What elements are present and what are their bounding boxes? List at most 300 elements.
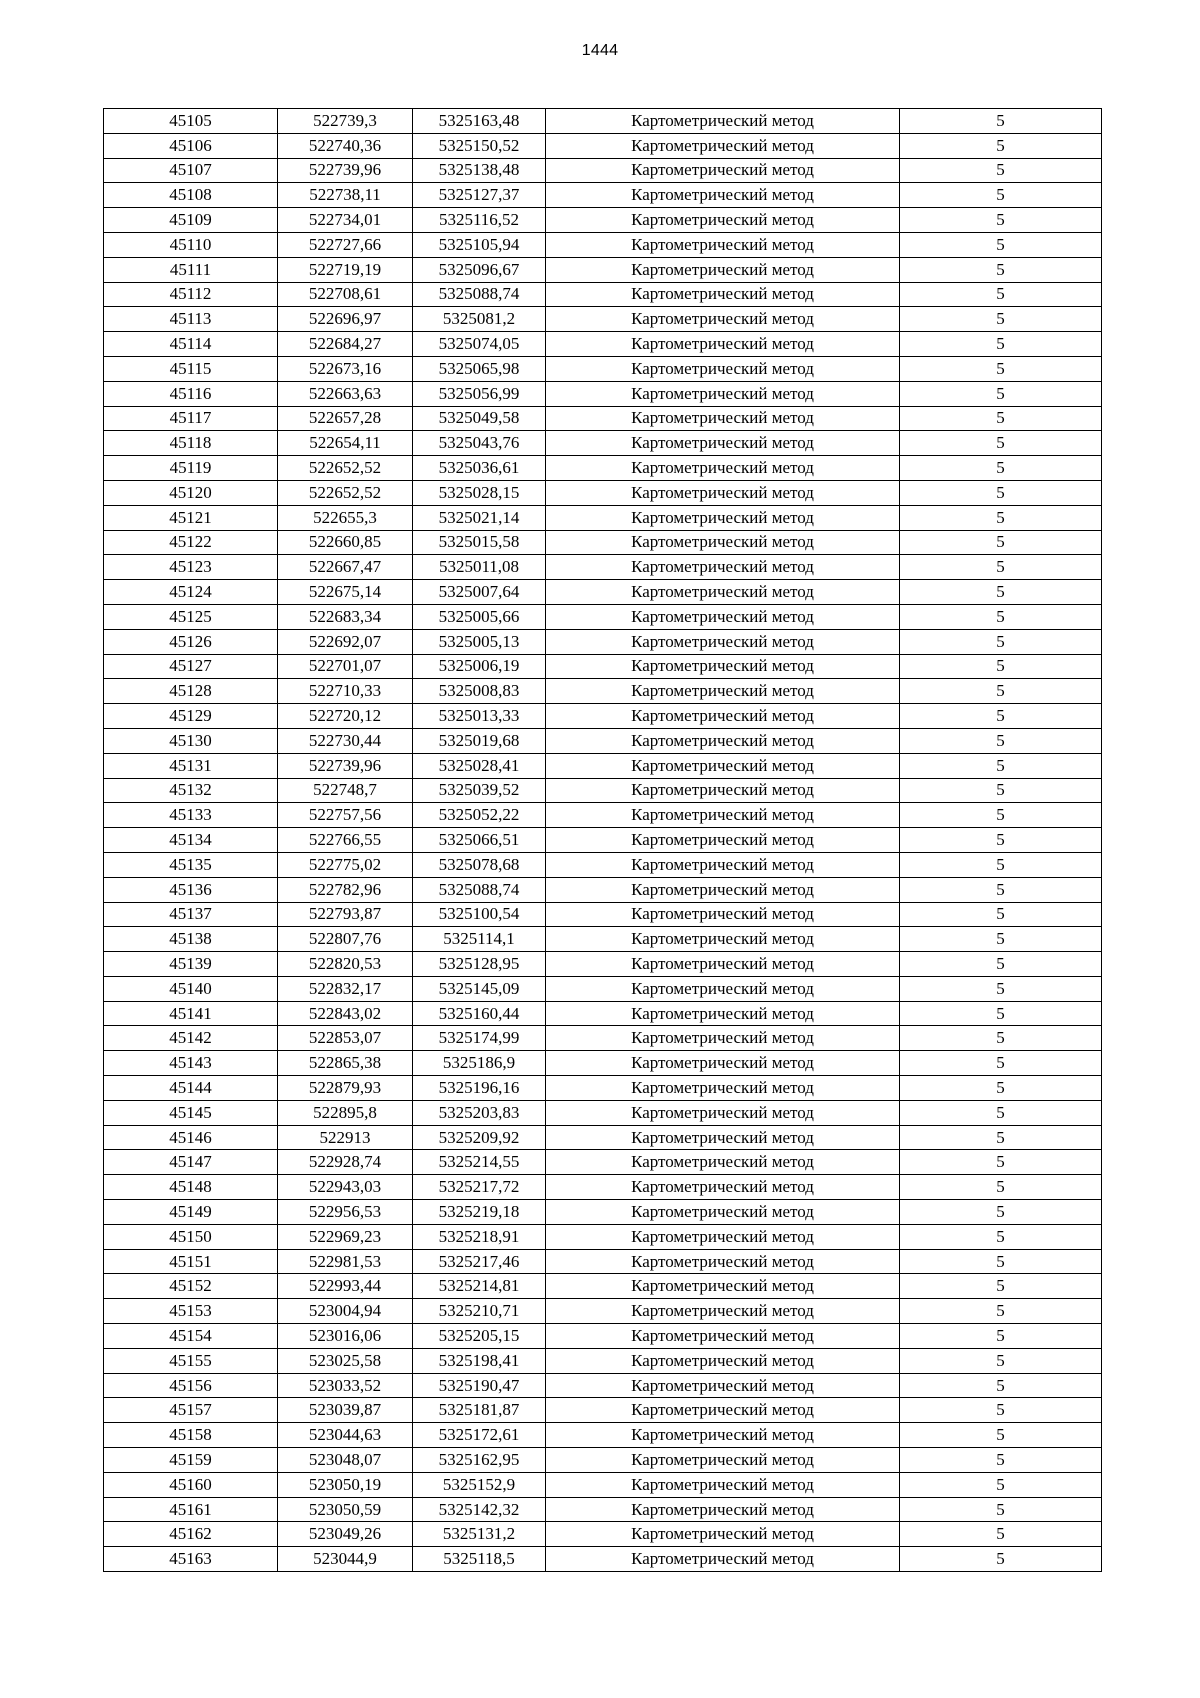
table-row <box>104 431 1102 456</box>
accuracy-cell: 5 <box>900 183 1102 208</box>
table-row <box>104 480 1102 505</box>
table-row <box>104 828 1102 853</box>
accuracy-cell: 5 <box>900 332 1102 357</box>
x-coordinate-cell: 522719,19 <box>278 257 413 282</box>
x-coordinate-cell: 522708,61 <box>278 282 413 307</box>
table-row <box>104 257 1102 282</box>
point-number-cell: 45155 <box>104 1348 278 1373</box>
y-coordinate-cell: 5325127,37 <box>413 183 546 208</box>
accuracy-cell: 5 <box>900 1224 1102 1249</box>
point-number-cell: 45157 <box>104 1398 278 1423</box>
x-coordinate-cell: 522710,33 <box>278 679 413 704</box>
point-number-cell: 45163 <box>104 1547 278 1572</box>
method-cell: Картометрический метод <box>546 852 900 877</box>
method-cell: Картометрический метод <box>546 1299 900 1324</box>
table-row <box>104 1175 1102 1200</box>
accuracy-cell: 5 <box>900 257 1102 282</box>
point-number-cell: 45112 <box>104 282 278 307</box>
table-row <box>104 1423 1102 1448</box>
method-cell: Картометрический метод <box>546 952 900 977</box>
point-number-cell: 45106 <box>104 133 278 158</box>
method-cell: Картометрический метод <box>546 1175 900 1200</box>
point-number-cell: 45110 <box>104 232 278 257</box>
x-coordinate-cell: 522652,52 <box>278 480 413 505</box>
x-coordinate-cell: 522738,11 <box>278 183 413 208</box>
point-number-cell: 45116 <box>104 381 278 406</box>
accuracy-cell: 5 <box>900 282 1102 307</box>
table-row <box>104 803 1102 828</box>
table-row <box>104 877 1102 902</box>
x-coordinate-cell: 522782,96 <box>278 877 413 902</box>
table-row <box>104 1547 1102 1572</box>
table-row <box>104 1472 1102 1497</box>
method-cell: Картометрический метод <box>546 1249 900 1274</box>
method-cell: Картометрический метод <box>546 629 900 654</box>
accuracy-cell: 5 <box>900 1373 1102 1398</box>
x-coordinate-cell: 523048,07 <box>278 1448 413 1473</box>
accuracy-cell: 5 <box>900 1448 1102 1473</box>
y-coordinate-cell: 5325128,95 <box>413 952 546 977</box>
table-row <box>104 654 1102 679</box>
page-number: 1444 <box>581 42 619 59</box>
y-coordinate-cell: 5325096,67 <box>413 257 546 282</box>
table-row <box>104 852 1102 877</box>
x-coordinate-cell: 522766,55 <box>278 828 413 853</box>
method-cell: Картометрический метод <box>546 704 900 729</box>
y-coordinate-cell: 5325214,81 <box>413 1274 546 1299</box>
point-number-cell: 45123 <box>104 555 278 580</box>
y-coordinate-cell: 5325163,48 <box>413 109 546 134</box>
y-coordinate-cell: 5325217,46 <box>413 1249 546 1274</box>
y-coordinate-cell: 5325196,16 <box>413 1076 546 1101</box>
table-row <box>104 1497 1102 1522</box>
y-coordinate-cell: 5325218,91 <box>413 1224 546 1249</box>
method-cell: Картометрический метод <box>546 1125 900 1150</box>
coordinates-table <box>103 108 1102 1572</box>
x-coordinate-cell: 523044,63 <box>278 1423 413 1448</box>
point-number-cell: 45145 <box>104 1100 278 1125</box>
method-cell: Картометрический метод <box>546 1497 900 1522</box>
accuracy-cell: 5 <box>900 406 1102 431</box>
accuracy-cell: 5 <box>900 1001 1102 1026</box>
y-coordinate-cell: 5325138,48 <box>413 158 546 183</box>
point-number-cell: 45156 <box>104 1373 278 1398</box>
point-number-cell: 45141 <box>104 1001 278 1026</box>
point-number-cell: 45133 <box>104 803 278 828</box>
x-coordinate-cell: 522739,96 <box>278 158 413 183</box>
point-number-cell: 45108 <box>104 183 278 208</box>
point-number-cell: 45121 <box>104 505 278 530</box>
y-coordinate-cell: 5325209,92 <box>413 1125 546 1150</box>
method-cell: Картометрический метод <box>546 232 900 257</box>
accuracy-cell: 5 <box>900 456 1102 481</box>
table-row <box>104 232 1102 257</box>
accuracy-cell: 5 <box>900 1076 1102 1101</box>
point-number-cell: 45124 <box>104 580 278 605</box>
table-row <box>104 679 1102 704</box>
x-coordinate-cell: 522820,53 <box>278 952 413 977</box>
method-cell: Картометрический метод <box>546 332 900 357</box>
x-coordinate-cell: 522727,66 <box>278 232 413 257</box>
point-number-cell: 45147 <box>104 1150 278 1175</box>
point-number-cell: 45118 <box>104 431 278 456</box>
y-coordinate-cell: 5325005,13 <box>413 629 546 654</box>
method-cell: Картометрический метод <box>546 1423 900 1448</box>
point-number-cell: 45117 <box>104 406 278 431</box>
table-row <box>104 728 1102 753</box>
y-coordinate-cell: 5325081,2 <box>413 307 546 332</box>
table-row <box>104 1324 1102 1349</box>
accuracy-cell: 5 <box>900 580 1102 605</box>
accuracy-cell: 5 <box>900 704 1102 729</box>
x-coordinate-cell: 522654,11 <box>278 431 413 456</box>
accuracy-cell: 5 <box>900 530 1102 555</box>
accuracy-cell: 5 <box>900 1026 1102 1051</box>
y-coordinate-cell: 5325007,64 <box>413 580 546 605</box>
accuracy-cell: 5 <box>900 1274 1102 1299</box>
x-coordinate-cell: 522652,52 <box>278 456 413 481</box>
method-cell: Картометрический метод <box>546 480 900 505</box>
point-number-cell: 45131 <box>104 753 278 778</box>
method-cell: Картометрический метод <box>546 728 900 753</box>
accuracy-cell: 5 <box>900 679 1102 704</box>
y-coordinate-cell: 5325028,41 <box>413 753 546 778</box>
x-coordinate-cell: 522969,23 <box>278 1224 413 1249</box>
accuracy-cell: 5 <box>900 828 1102 853</box>
x-coordinate-cell: 522730,44 <box>278 728 413 753</box>
y-coordinate-cell: 5325205,15 <box>413 1324 546 1349</box>
y-coordinate-cell: 5325219,18 <box>413 1200 546 1225</box>
point-number-cell: 45149 <box>104 1200 278 1225</box>
method-cell: Картометрический метод <box>546 902 900 927</box>
method-cell: Картометрический метод <box>546 505 900 530</box>
accuracy-cell: 5 <box>900 778 1102 803</box>
y-coordinate-cell: 5325172,61 <box>413 1423 546 1448</box>
y-coordinate-cell: 5325131,2 <box>413 1522 546 1547</box>
y-coordinate-cell: 5325074,05 <box>413 332 546 357</box>
accuracy-cell: 5 <box>900 1423 1102 1448</box>
point-number-cell: 45134 <box>104 828 278 853</box>
method-cell: Картометрический метод <box>546 828 900 853</box>
x-coordinate-cell: 522865,38 <box>278 1051 413 1076</box>
accuracy-cell: 5 <box>900 976 1102 1001</box>
point-number-cell: 45140 <box>104 976 278 1001</box>
method-cell: Картометрический метод <box>546 1150 900 1175</box>
method-cell: Картометрический метод <box>546 356 900 381</box>
accuracy-cell: 5 <box>900 604 1102 629</box>
method-cell: Картометрический метод <box>546 1472 900 1497</box>
y-coordinate-cell: 5325210,71 <box>413 1299 546 1324</box>
accuracy-cell: 5 <box>900 208 1102 233</box>
point-number-cell: 45125 <box>104 604 278 629</box>
accuracy-cell: 5 <box>900 1522 1102 1547</box>
x-coordinate-cell: 522673,16 <box>278 356 413 381</box>
y-coordinate-cell: 5325181,87 <box>413 1398 546 1423</box>
x-coordinate-cell: 522757,56 <box>278 803 413 828</box>
method-cell: Картометрический метод <box>546 1522 900 1547</box>
y-coordinate-cell: 5325105,94 <box>413 232 546 257</box>
table-row <box>104 1200 1102 1225</box>
method-cell: Картометрический метод <box>546 654 900 679</box>
table-row <box>104 381 1102 406</box>
table-row <box>104 704 1102 729</box>
x-coordinate-cell: 522734,01 <box>278 208 413 233</box>
y-coordinate-cell: 5325019,68 <box>413 728 546 753</box>
x-coordinate-cell: 523016,06 <box>278 1324 413 1349</box>
y-coordinate-cell: 5325008,83 <box>413 679 546 704</box>
method-cell: Картометрический метод <box>546 406 900 431</box>
point-number-cell: 45144 <box>104 1076 278 1101</box>
table-row <box>104 629 1102 654</box>
table-row <box>104 1100 1102 1125</box>
y-coordinate-cell: 5325056,99 <box>413 381 546 406</box>
y-coordinate-cell: 5325186,9 <box>413 1051 546 1076</box>
x-coordinate-cell: 522675,14 <box>278 580 413 605</box>
method-cell: Картометрический метод <box>546 257 900 282</box>
point-number-cell: 45109 <box>104 208 278 233</box>
table-row <box>104 456 1102 481</box>
x-coordinate-cell: 522660,85 <box>278 530 413 555</box>
point-number-cell: 45119 <box>104 456 278 481</box>
table-row <box>104 208 1102 233</box>
point-number-cell: 45137 <box>104 902 278 927</box>
method-cell: Картометрический метод <box>546 1224 900 1249</box>
method-cell: Картометрический метод <box>546 431 900 456</box>
table-row <box>104 1249 1102 1274</box>
point-number-cell: 45107 <box>104 158 278 183</box>
x-coordinate-cell: 522655,3 <box>278 505 413 530</box>
accuracy-cell: 5 <box>900 1472 1102 1497</box>
y-coordinate-cell: 5325066,51 <box>413 828 546 853</box>
x-coordinate-cell: 522913 <box>278 1125 413 1150</box>
y-coordinate-cell: 5325114,1 <box>413 927 546 952</box>
accuracy-cell: 5 <box>900 927 1102 952</box>
y-coordinate-cell: 5325142,32 <box>413 1497 546 1522</box>
point-number-cell: 45129 <box>104 704 278 729</box>
x-coordinate-cell: 523025,58 <box>278 1348 413 1373</box>
x-coordinate-cell: 523033,52 <box>278 1373 413 1398</box>
method-cell: Картометрический метод <box>546 803 900 828</box>
method-cell: Картометрический метод <box>546 530 900 555</box>
y-coordinate-cell: 5325100,54 <box>413 902 546 927</box>
table-row <box>104 1001 1102 1026</box>
point-number-cell: 45159 <box>104 1448 278 1473</box>
x-coordinate-cell: 523050,59 <box>278 1497 413 1522</box>
table-row <box>104 580 1102 605</box>
x-coordinate-cell: 522748,7 <box>278 778 413 803</box>
method-cell: Картометрический метод <box>546 604 900 629</box>
x-coordinate-cell: 522667,47 <box>278 555 413 580</box>
accuracy-cell: 5 <box>900 1547 1102 1572</box>
table-row <box>104 183 1102 208</box>
x-coordinate-cell: 523039,87 <box>278 1398 413 1423</box>
accuracy-cell: 5 <box>900 902 1102 927</box>
accuracy-cell: 5 <box>900 1324 1102 1349</box>
method-cell: Картометрический метод <box>546 1398 900 1423</box>
table-row <box>104 952 1102 977</box>
method-cell: Картометрический метод <box>546 1001 900 1026</box>
point-number-cell: 45158 <box>104 1423 278 1448</box>
x-coordinate-cell: 522832,17 <box>278 976 413 1001</box>
point-number-cell: 45152 <box>104 1274 278 1299</box>
x-coordinate-cell: 522943,03 <box>278 1175 413 1200</box>
y-coordinate-cell: 5325203,83 <box>413 1100 546 1125</box>
x-coordinate-cell: 522879,93 <box>278 1076 413 1101</box>
method-cell: Картометрический метод <box>546 158 900 183</box>
point-number-cell: 45126 <box>104 629 278 654</box>
method-cell: Картометрический метод <box>546 208 900 233</box>
table-row <box>104 1448 1102 1473</box>
method-cell: Картометрический метод <box>546 1100 900 1125</box>
accuracy-cell: 5 <box>900 356 1102 381</box>
accuracy-cell: 5 <box>900 952 1102 977</box>
accuracy-cell: 5 <box>900 1348 1102 1373</box>
point-number-cell: 45105 <box>104 109 278 134</box>
table-body <box>104 109 1102 1572</box>
x-coordinate-cell: 522928,74 <box>278 1150 413 1175</box>
method-cell: Картометрический метод <box>546 307 900 332</box>
method-cell: Картометрический метод <box>546 877 900 902</box>
method-cell: Картометрический метод <box>546 1076 900 1101</box>
x-coordinate-cell: 522740,36 <box>278 133 413 158</box>
method-cell: Картометрический метод <box>546 183 900 208</box>
y-coordinate-cell: 5325152,9 <box>413 1472 546 1497</box>
point-number-cell: 45153 <box>104 1299 278 1324</box>
point-number-cell: 45162 <box>104 1522 278 1547</box>
accuracy-cell: 5 <box>900 728 1102 753</box>
accuracy-cell: 5 <box>900 1200 1102 1225</box>
point-number-cell: 45132 <box>104 778 278 803</box>
point-number-cell: 45143 <box>104 1051 278 1076</box>
table-row <box>104 1125 1102 1150</box>
table-row <box>104 604 1102 629</box>
point-number-cell: 45150 <box>104 1224 278 1249</box>
accuracy-cell: 5 <box>900 505 1102 530</box>
point-number-cell: 45113 <box>104 307 278 332</box>
x-coordinate-cell: 523044,9 <box>278 1547 413 1572</box>
point-number-cell: 45135 <box>104 852 278 877</box>
accuracy-cell: 5 <box>900 381 1102 406</box>
method-cell: Картометрический метод <box>546 1200 900 1225</box>
method-cell: Картометрический метод <box>546 1026 900 1051</box>
table-row <box>104 753 1102 778</box>
table-row <box>104 109 1102 134</box>
x-coordinate-cell: 522775,02 <box>278 852 413 877</box>
method-cell: Картометрический метод <box>546 1324 900 1349</box>
y-coordinate-cell: 5325078,68 <box>413 852 546 877</box>
y-coordinate-cell: 5325052,22 <box>413 803 546 828</box>
y-coordinate-cell: 5325011,08 <box>413 555 546 580</box>
accuracy-cell: 5 <box>900 109 1102 134</box>
point-number-cell: 45128 <box>104 679 278 704</box>
accuracy-cell: 5 <box>900 852 1102 877</box>
table-row <box>104 406 1102 431</box>
x-coordinate-cell: 522720,12 <box>278 704 413 729</box>
table-row <box>104 1373 1102 1398</box>
table-row <box>104 1051 1102 1076</box>
table-row <box>104 555 1102 580</box>
accuracy-cell: 5 <box>900 232 1102 257</box>
method-cell: Картометрический метод <box>546 679 900 704</box>
x-coordinate-cell: 522739,96 <box>278 753 413 778</box>
table-row <box>104 1522 1102 1547</box>
accuracy-cell: 5 <box>900 803 1102 828</box>
table-row <box>104 1026 1102 1051</box>
y-coordinate-cell: 5325190,47 <box>413 1373 546 1398</box>
method-cell: Картометрический метод <box>546 778 900 803</box>
y-coordinate-cell: 5325013,33 <box>413 704 546 729</box>
method-cell: Картометрический метод <box>546 109 900 134</box>
point-number-cell: 45161 <box>104 1497 278 1522</box>
y-coordinate-cell: 5325160,44 <box>413 1001 546 1026</box>
x-coordinate-cell: 522684,27 <box>278 332 413 357</box>
y-coordinate-cell: 5325214,55 <box>413 1150 546 1175</box>
y-coordinate-cell: 5325015,58 <box>413 530 546 555</box>
y-coordinate-cell: 5325049,58 <box>413 406 546 431</box>
accuracy-cell: 5 <box>900 877 1102 902</box>
accuracy-cell: 5 <box>900 1249 1102 1274</box>
y-coordinate-cell: 5325150,52 <box>413 133 546 158</box>
accuracy-cell: 5 <box>900 629 1102 654</box>
x-coordinate-cell: 522956,53 <box>278 1200 413 1225</box>
table-row <box>104 282 1102 307</box>
point-number-cell: 45114 <box>104 332 278 357</box>
accuracy-cell: 5 <box>900 555 1102 580</box>
point-number-cell: 45138 <box>104 927 278 952</box>
y-coordinate-cell: 5325006,19 <box>413 654 546 679</box>
y-coordinate-cell: 5325145,09 <box>413 976 546 1001</box>
point-number-cell: 45154 <box>104 1324 278 1349</box>
method-cell: Картометрический метод <box>546 1051 900 1076</box>
x-coordinate-cell: 522657,28 <box>278 406 413 431</box>
y-coordinate-cell: 5325028,15 <box>413 480 546 505</box>
table-row <box>104 133 1102 158</box>
accuracy-cell: 5 <box>900 1497 1102 1522</box>
accuracy-cell: 5 <box>900 133 1102 158</box>
y-coordinate-cell: 5325198,41 <box>413 1348 546 1373</box>
method-cell: Картометрический метод <box>546 381 900 406</box>
accuracy-cell: 5 <box>900 431 1102 456</box>
table-row <box>104 1224 1102 1249</box>
method-cell: Картометрический метод <box>546 1448 900 1473</box>
method-cell: Картометрический метод <box>546 1547 900 1572</box>
method-cell: Картометрический метод <box>546 133 900 158</box>
y-coordinate-cell: 5325021,14 <box>413 505 546 530</box>
method-cell: Картометрический метод <box>546 1274 900 1299</box>
accuracy-cell: 5 <box>900 1051 1102 1076</box>
x-coordinate-cell: 522895,8 <box>278 1100 413 1125</box>
x-coordinate-cell: 522853,07 <box>278 1026 413 1051</box>
accuracy-cell: 5 <box>900 480 1102 505</box>
y-coordinate-cell: 5325162,95 <box>413 1448 546 1473</box>
x-coordinate-cell: 522692,07 <box>278 629 413 654</box>
x-coordinate-cell: 523050,19 <box>278 1472 413 1497</box>
method-cell: Картометрический метод <box>546 1348 900 1373</box>
x-coordinate-cell: 522843,02 <box>278 1001 413 1026</box>
x-coordinate-cell: 522696,97 <box>278 307 413 332</box>
y-coordinate-cell: 5325217,72 <box>413 1175 546 1200</box>
accuracy-cell: 5 <box>900 1150 1102 1175</box>
accuracy-cell: 5 <box>900 1175 1102 1200</box>
point-number-cell: 45142 <box>104 1026 278 1051</box>
x-coordinate-cell: 522793,87 <box>278 902 413 927</box>
table-row <box>104 1076 1102 1101</box>
x-coordinate-cell: 523049,26 <box>278 1522 413 1547</box>
y-coordinate-cell: 5325174,99 <box>413 1026 546 1051</box>
method-cell: Картометрический метод <box>546 753 900 778</box>
accuracy-cell: 5 <box>900 1125 1102 1150</box>
point-number-cell: 45122 <box>104 530 278 555</box>
